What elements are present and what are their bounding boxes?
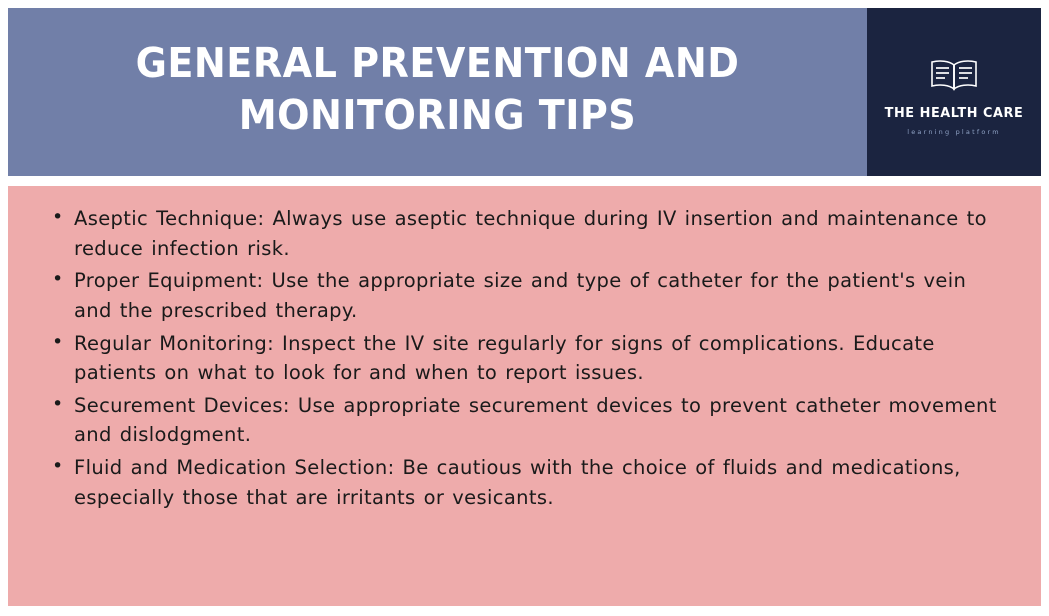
list-item-lead: Regular Monitoring:	[74, 331, 274, 355]
brand-logo	[867, 8, 1041, 176]
list-item-lead: Aseptic Technique:	[74, 207, 265, 230]
list-item-lead: Proper Equipment:	[74, 269, 264, 293]
list-item-text: Inspect the IV site regularly for signs of complications. Educate patients on what to look for and when to report issues.	[74, 331, 935, 385]
list-item	[74, 391, 1007, 450]
list-item-text: Be cautious with the choice of fluids and medications, especially those that are irritants or vesicants.	[74, 456, 961, 509]
page-title-container	[8, 8, 867, 176]
open-book-icon	[923, 55, 985, 95]
slide-header	[8, 8, 1041, 176]
list-item	[74, 329, 1007, 388]
list-item-text: Always use aseptic technique during IV insertion and maintenance to reduce infection risk.	[74, 207, 987, 260]
brand-name: THE HEALTH CARE	[884, 104, 1024, 121]
tips-list	[38, 204, 1007, 512]
list-item-lead: Fluid and Medication Selection:	[74, 456, 395, 479]
content-panel	[8, 186, 1041, 606]
list-item-text: Use the appropriate size and type of catheter for the patient's vein and the prescribed therapy.	[74, 269, 967, 322]
page-title: GENERAL PREVENTION AND MONITORING TIPS	[135, 38, 740, 139]
list-item	[74, 266, 1007, 325]
list-item-lead: Securement Devices:	[74, 393, 290, 417]
list-item	[74, 453, 1007, 512]
list-item	[74, 204, 1007, 263]
brand-tagline: learning platform	[907, 127, 1001, 136]
list-item-text: Use appropriate securement devices to prevent catheter movement and dislodgment.	[74, 393, 997, 447]
